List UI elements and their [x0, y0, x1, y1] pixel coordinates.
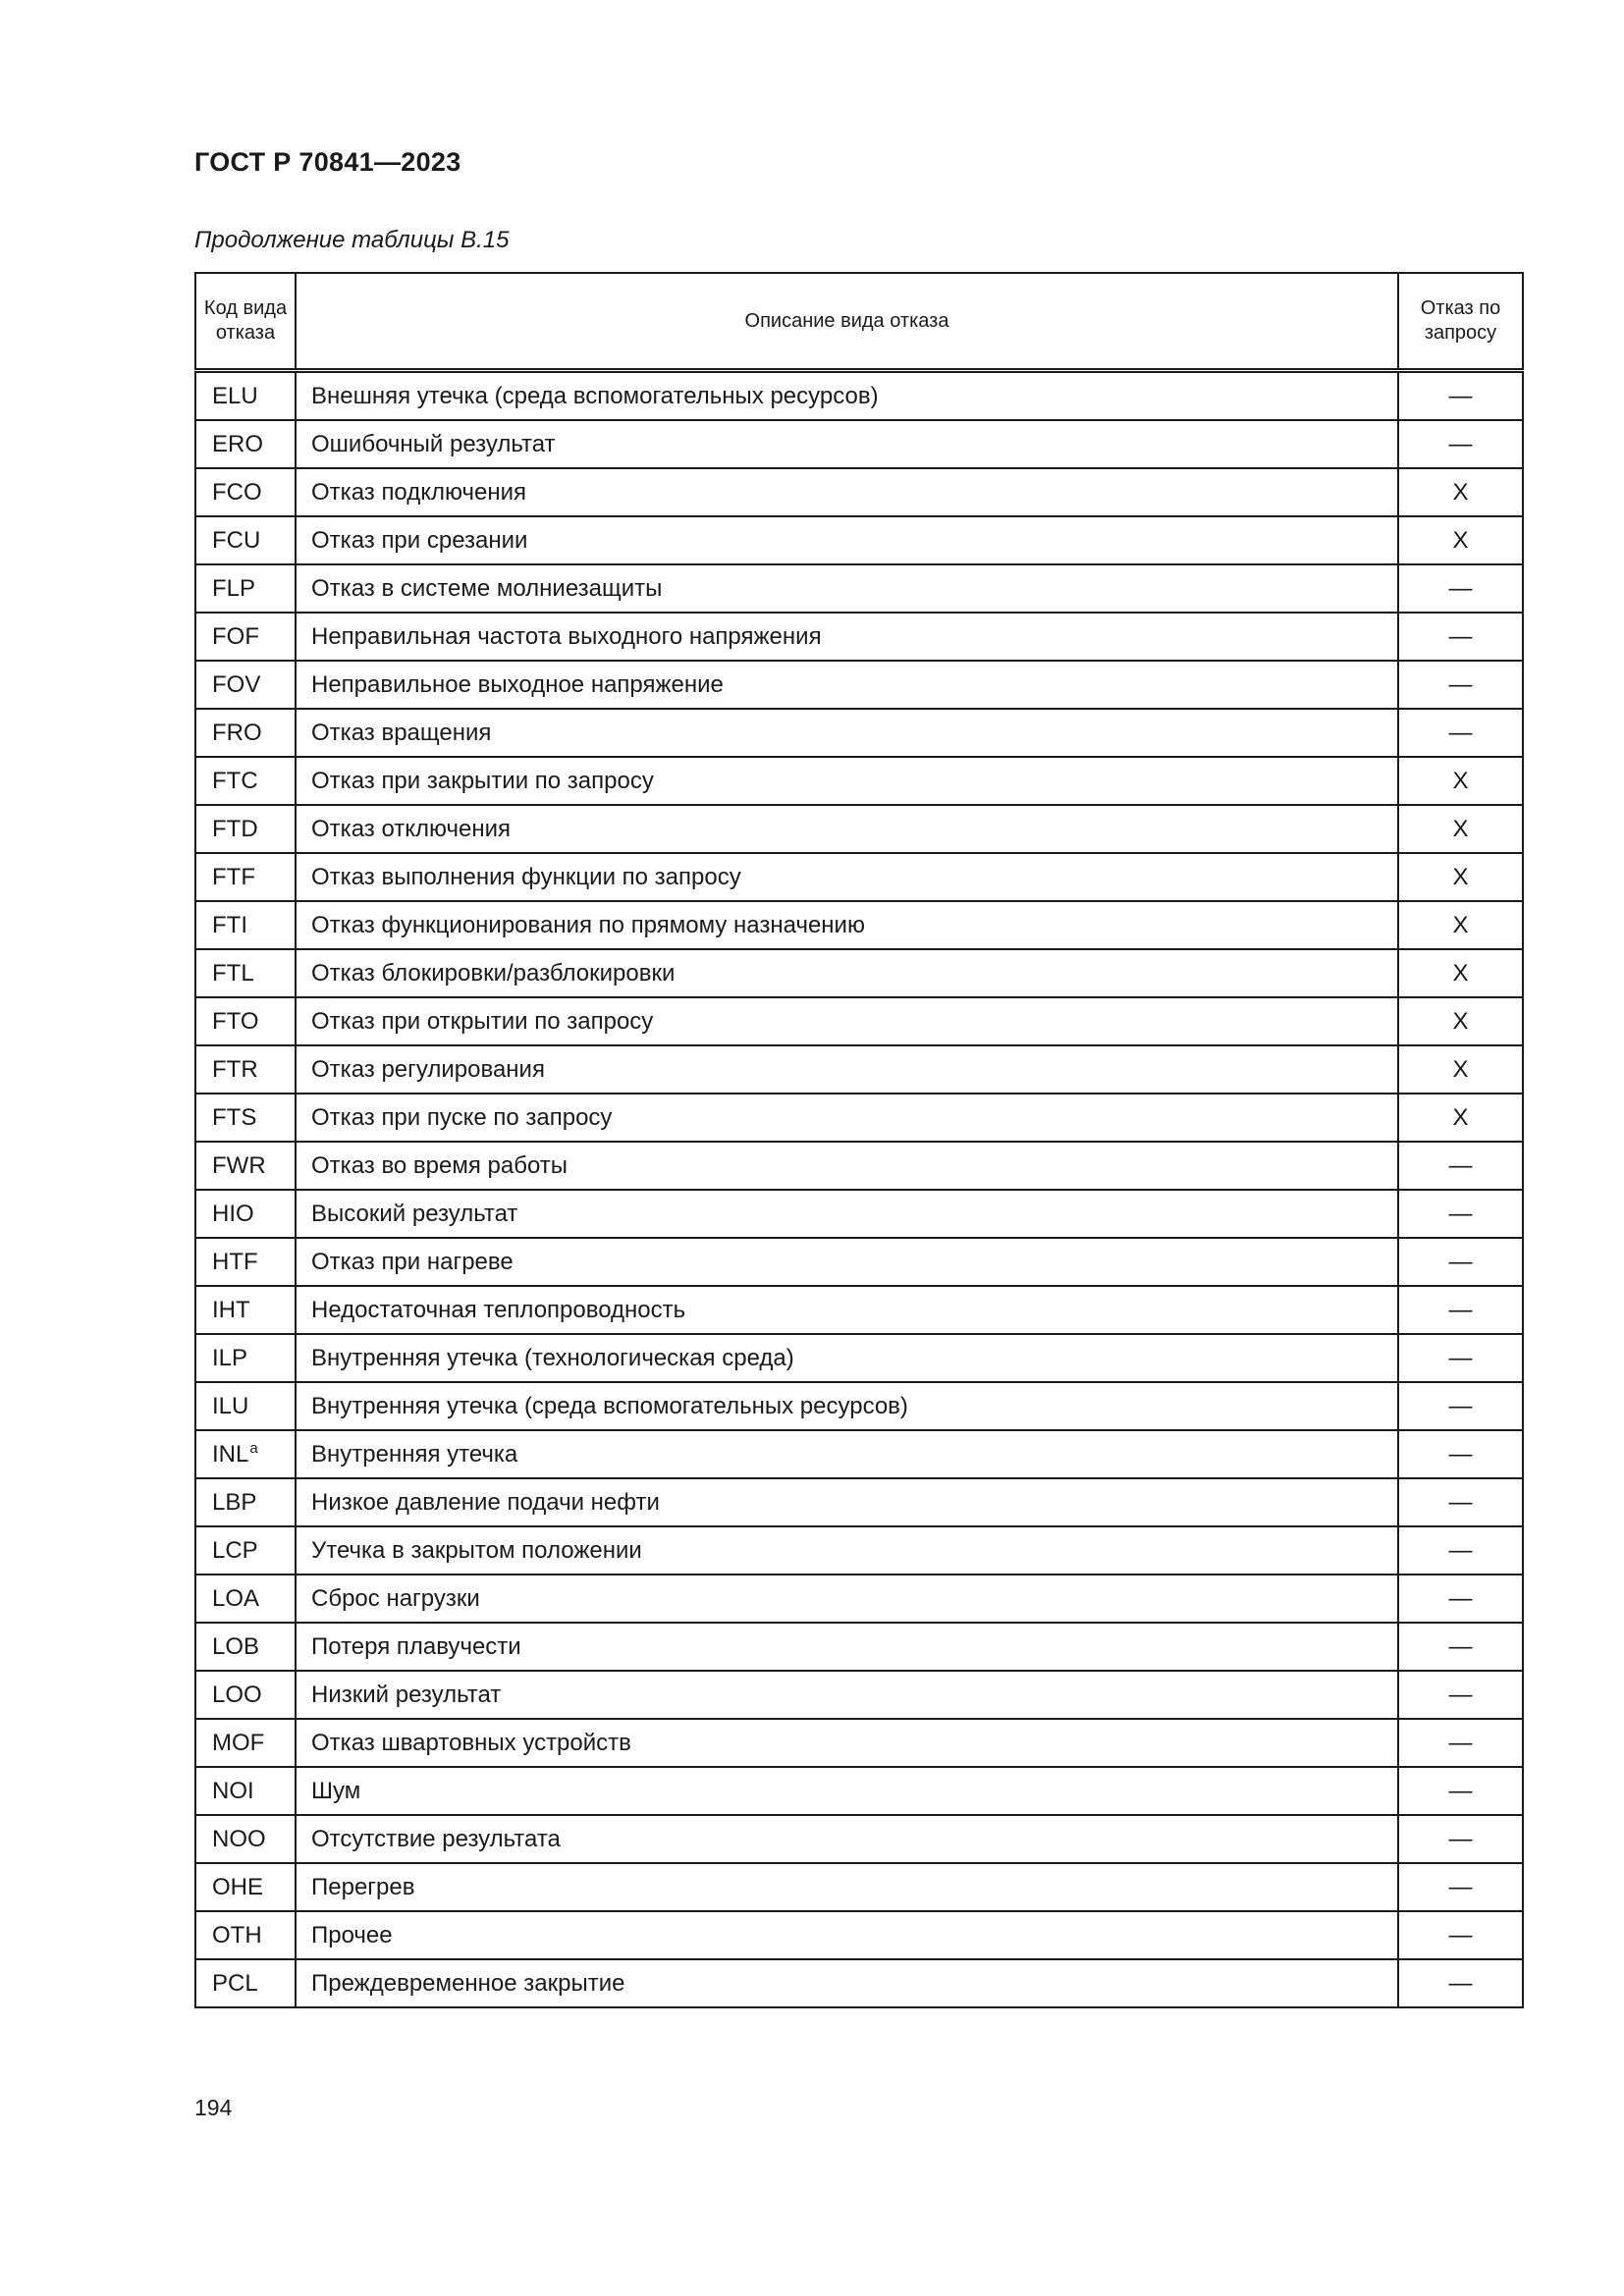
failure-description: Высокий результат — [296, 1190, 1398, 1238]
table-row — [195, 997, 1523, 1045]
on-demand-mark: — — [1398, 1815, 1523, 1863]
failure-description: Потеря плавучести — [296, 1623, 1398, 1671]
failure-code-cell — [195, 371, 296, 421]
failure-code-cell — [195, 997, 296, 1045]
table-row — [195, 1238, 1523, 1286]
column-header-on-demand: Отказ по запросу — [1398, 273, 1523, 371]
column-header-description: Описание вида отказа — [296, 273, 1398, 371]
failure-code: ILP — [212, 1344, 248, 1371]
failure-description: Отказ при пуске по запросу — [296, 1094, 1398, 1142]
failure-code-cell — [195, 1478, 296, 1526]
on-demand-mark: X — [1398, 901, 1523, 949]
failure-code: ELU — [212, 382, 258, 409]
on-demand-mark: — — [1398, 613, 1523, 661]
on-demand-mark: — — [1398, 1575, 1523, 1623]
table-row — [195, 949, 1523, 997]
failure-description: Отказ регулирования — [296, 1045, 1398, 1094]
failure-description: Ошибочный результат — [296, 420, 1398, 468]
failure-code-cell — [195, 1238, 296, 1286]
on-demand-mark: X — [1398, 1045, 1523, 1094]
table-row — [195, 516, 1523, 564]
failure-description: Отказ при нагреве — [296, 1238, 1398, 1286]
failure-description: Неправильное выходное напряжение — [296, 661, 1398, 709]
failure-code: FOF — [212, 622, 259, 650]
failure-description: Внешняя утечка (среда вспомогательных ресурсов) — [296, 371, 1398, 421]
failure-code-cell — [195, 420, 296, 468]
failure-code-cell — [195, 1286, 296, 1334]
failure-code: OHE — [212, 1873, 264, 1900]
failure-description: Отказ во время работы — [296, 1142, 1398, 1190]
failure-code: FCU — [212, 526, 261, 554]
on-demand-mark: — — [1398, 709, 1523, 757]
failure-description: Отказ при срезании — [296, 516, 1398, 564]
on-demand-mark: — — [1398, 1526, 1523, 1575]
failure-code-cell — [195, 1911, 296, 1959]
page-number: 194 — [194, 2095, 233, 2120]
failure-description: Неправильная частота выходного напряжения — [296, 613, 1398, 661]
table-row — [195, 1526, 1523, 1575]
failure-code-cell — [195, 1767, 296, 1815]
failure-description: Внутренняя утечка (среда вспомогательных ресурсов) — [296, 1382, 1398, 1430]
failure-code: HTF — [212, 1248, 258, 1275]
failure-code: FTF — [212, 863, 255, 890]
table-row — [195, 1142, 1523, 1190]
failure-code: IHT — [212, 1296, 250, 1323]
failure-code: FTI — [212, 911, 247, 938]
failure-code-cell — [195, 1334, 296, 1382]
table-row — [195, 805, 1523, 853]
failure-code: FLP — [212, 574, 256, 602]
failure-code-cell — [195, 1863, 296, 1911]
failure-code: INL — [212, 1440, 249, 1468]
failure-description: Отказ функционирования по прямому назначению — [296, 901, 1398, 949]
failure-code-cell — [195, 1142, 296, 1190]
on-demand-mark: X — [1398, 468, 1523, 516]
failure-code-cell — [195, 1382, 296, 1430]
failure-code-cell — [195, 1526, 296, 1575]
failure-code-cell — [195, 1623, 296, 1671]
on-demand-mark: — — [1398, 661, 1523, 709]
on-demand-mark: X — [1398, 757, 1523, 805]
failure-description: Прочее — [296, 1911, 1398, 1959]
failure-code: FOV — [212, 670, 261, 698]
table-row — [195, 853, 1523, 901]
failure-code-cell — [195, 1430, 296, 1478]
on-demand-mark: — — [1398, 420, 1523, 468]
table-row — [195, 1190, 1523, 1238]
failure-code: OTH — [212, 1921, 262, 1949]
table-row — [195, 1094, 1523, 1142]
failure-description: Шум — [296, 1767, 1398, 1815]
failure-code: ERO — [212, 430, 264, 457]
failure-code: FTR — [212, 1055, 258, 1083]
on-demand-mark: X — [1398, 516, 1523, 564]
failure-description: Сброс нагрузки — [296, 1575, 1398, 1623]
failure-code-cell — [195, 805, 296, 853]
failure-code: FTS — [212, 1103, 257, 1131]
failure-description: Отсутствие результата — [296, 1815, 1398, 1863]
on-demand-mark: — — [1398, 1767, 1523, 1815]
failure-description: Внутренняя утечка — [296, 1430, 1398, 1478]
failure-code-cell — [195, 901, 296, 949]
failure-code-cell — [195, 1959, 296, 2007]
table-row — [195, 1767, 1523, 1815]
on-demand-mark: — — [1398, 1430, 1523, 1478]
failure-description: Перегрев — [296, 1863, 1398, 1911]
table-row — [195, 709, 1523, 757]
on-demand-mark: — — [1398, 1286, 1523, 1334]
failure-description: Отказ блокировки/разблокировки — [296, 949, 1398, 997]
on-demand-mark: — — [1398, 1334, 1523, 1382]
failure-code-cell — [195, 757, 296, 805]
failure-code: FTL — [212, 959, 254, 987]
table-row — [195, 1911, 1523, 1959]
on-demand-mark: X — [1398, 853, 1523, 901]
failure-code-cell — [195, 1094, 296, 1142]
failure-code: FTC — [212, 767, 258, 794]
failure-code-cell — [195, 949, 296, 997]
on-demand-mark: — — [1398, 1719, 1523, 1767]
failure-code-cell — [195, 709, 296, 757]
failure-code: FTD — [212, 815, 258, 842]
failure-code: PCL — [212, 1969, 258, 1997]
on-demand-mark: X — [1398, 805, 1523, 853]
failure-code-cell — [195, 661, 296, 709]
failure-description: Отказ вращения — [296, 709, 1398, 757]
failure-code: HIO — [212, 1200, 254, 1227]
failure-description: Отказ при закрытии по запросу — [296, 757, 1398, 805]
failure-code-cell — [195, 1190, 296, 1238]
failure-code-cell — [195, 853, 296, 901]
table-row — [195, 661, 1523, 709]
failure-code-cell — [195, 1575, 296, 1623]
on-demand-mark: — — [1398, 1623, 1523, 1671]
on-demand-mark: — — [1398, 1959, 1523, 2007]
table-row — [195, 1478, 1523, 1526]
table-row — [195, 757, 1523, 805]
failure-code: FWR — [212, 1151, 266, 1179]
failure-code-cell — [195, 1671, 296, 1719]
failure-description: Внутренняя утечка (технологическая среда) — [296, 1334, 1398, 1382]
table-row — [195, 1334, 1523, 1382]
failure-description: Отказ подключения — [296, 468, 1398, 516]
failure-code-cell — [195, 516, 296, 564]
failure-code-cell — [195, 613, 296, 661]
table-row — [195, 371, 1523, 421]
table-row — [195, 1430, 1523, 1478]
failure-description: Отказ в системе молниезащиты — [296, 564, 1398, 613]
on-demand-mark: — — [1398, 1190, 1523, 1238]
column-header-code: Код вида отказа — [195, 273, 296, 371]
failure-code-cell — [195, 468, 296, 516]
on-demand-mark: — — [1398, 1382, 1523, 1430]
failure-code: LBP — [212, 1488, 257, 1516]
failure-description: Отказ отключения — [296, 805, 1398, 853]
on-demand-mark: X — [1398, 997, 1523, 1045]
document-standard-title: ГОСТ Р 70841—2023 — [194, 147, 461, 177]
on-demand-mark: — — [1398, 1911, 1523, 1959]
failure-code: LOA — [212, 1584, 260, 1612]
failure-description: Отказ выполнения функции по запросу — [296, 853, 1398, 901]
on-demand-mark: — — [1398, 1142, 1523, 1190]
failure-description: Низкий результат — [296, 1671, 1398, 1719]
failure-code-cell — [195, 1719, 296, 1767]
on-demand-mark: — — [1398, 1863, 1523, 1911]
table-caption: Продолжение таблицы В.15 — [194, 227, 510, 253]
on-demand-mark: — — [1398, 564, 1523, 613]
table-header — [195, 273, 1523, 371]
table-row — [195, 1815, 1523, 1863]
failure-code-cell — [195, 564, 296, 613]
table-row — [195, 901, 1523, 949]
failure-code: FRO — [212, 719, 262, 746]
on-demand-mark: — — [1398, 1238, 1523, 1286]
table-row — [195, 1719, 1523, 1767]
table-row — [195, 1045, 1523, 1094]
failure-code: FTO — [212, 1007, 259, 1035]
failure-code: NOI — [212, 1777, 254, 1804]
table-row — [195, 1671, 1523, 1719]
on-demand-mark: X — [1398, 949, 1523, 997]
on-demand-mark: — — [1398, 1478, 1523, 1526]
on-demand-mark: — — [1398, 1671, 1523, 1719]
footnote-marker: a — [249, 1439, 258, 1457]
failure-description: Утечка в закрытом положении — [296, 1526, 1398, 1575]
failure-code: LCP — [212, 1536, 258, 1564]
failure-code: ILU — [212, 1392, 249, 1419]
table-row — [195, 468, 1523, 516]
failure-code: NOO — [212, 1825, 266, 1852]
failure-description: Недостаточная теплопроводность — [296, 1286, 1398, 1334]
table-row — [195, 1959, 1523, 2007]
on-demand-mark: X — [1398, 1094, 1523, 1142]
table-row — [195, 564, 1523, 613]
failure-mode-table — [194, 272, 1524, 2008]
failure-description: Низкое давление подачи нефти — [296, 1478, 1398, 1526]
failure-description: Преждевременное закрытие — [296, 1959, 1398, 2007]
table-row — [195, 420, 1523, 468]
table-row — [195, 1382, 1523, 1430]
table-row — [195, 1623, 1523, 1671]
on-demand-mark: — — [1398, 371, 1523, 421]
failure-code: LOO — [212, 1681, 262, 1708]
failure-description: Отказ швартовных устройств — [296, 1719, 1398, 1767]
table-row — [195, 1286, 1523, 1334]
failure-code: FCO — [212, 478, 262, 506]
table-body — [195, 371, 1523, 2008]
failure-code-cell — [195, 1045, 296, 1094]
table-row — [195, 1863, 1523, 1911]
table-row — [195, 613, 1523, 661]
failure-description: Отказ при открытии по запросу — [296, 997, 1398, 1045]
failure-code: MOF — [212, 1729, 265, 1756]
table-row — [195, 1575, 1523, 1623]
table-header-row — [195, 273, 1523, 371]
failure-code-cell — [195, 1815, 296, 1863]
failure-code: LOB — [212, 1632, 260, 1660]
